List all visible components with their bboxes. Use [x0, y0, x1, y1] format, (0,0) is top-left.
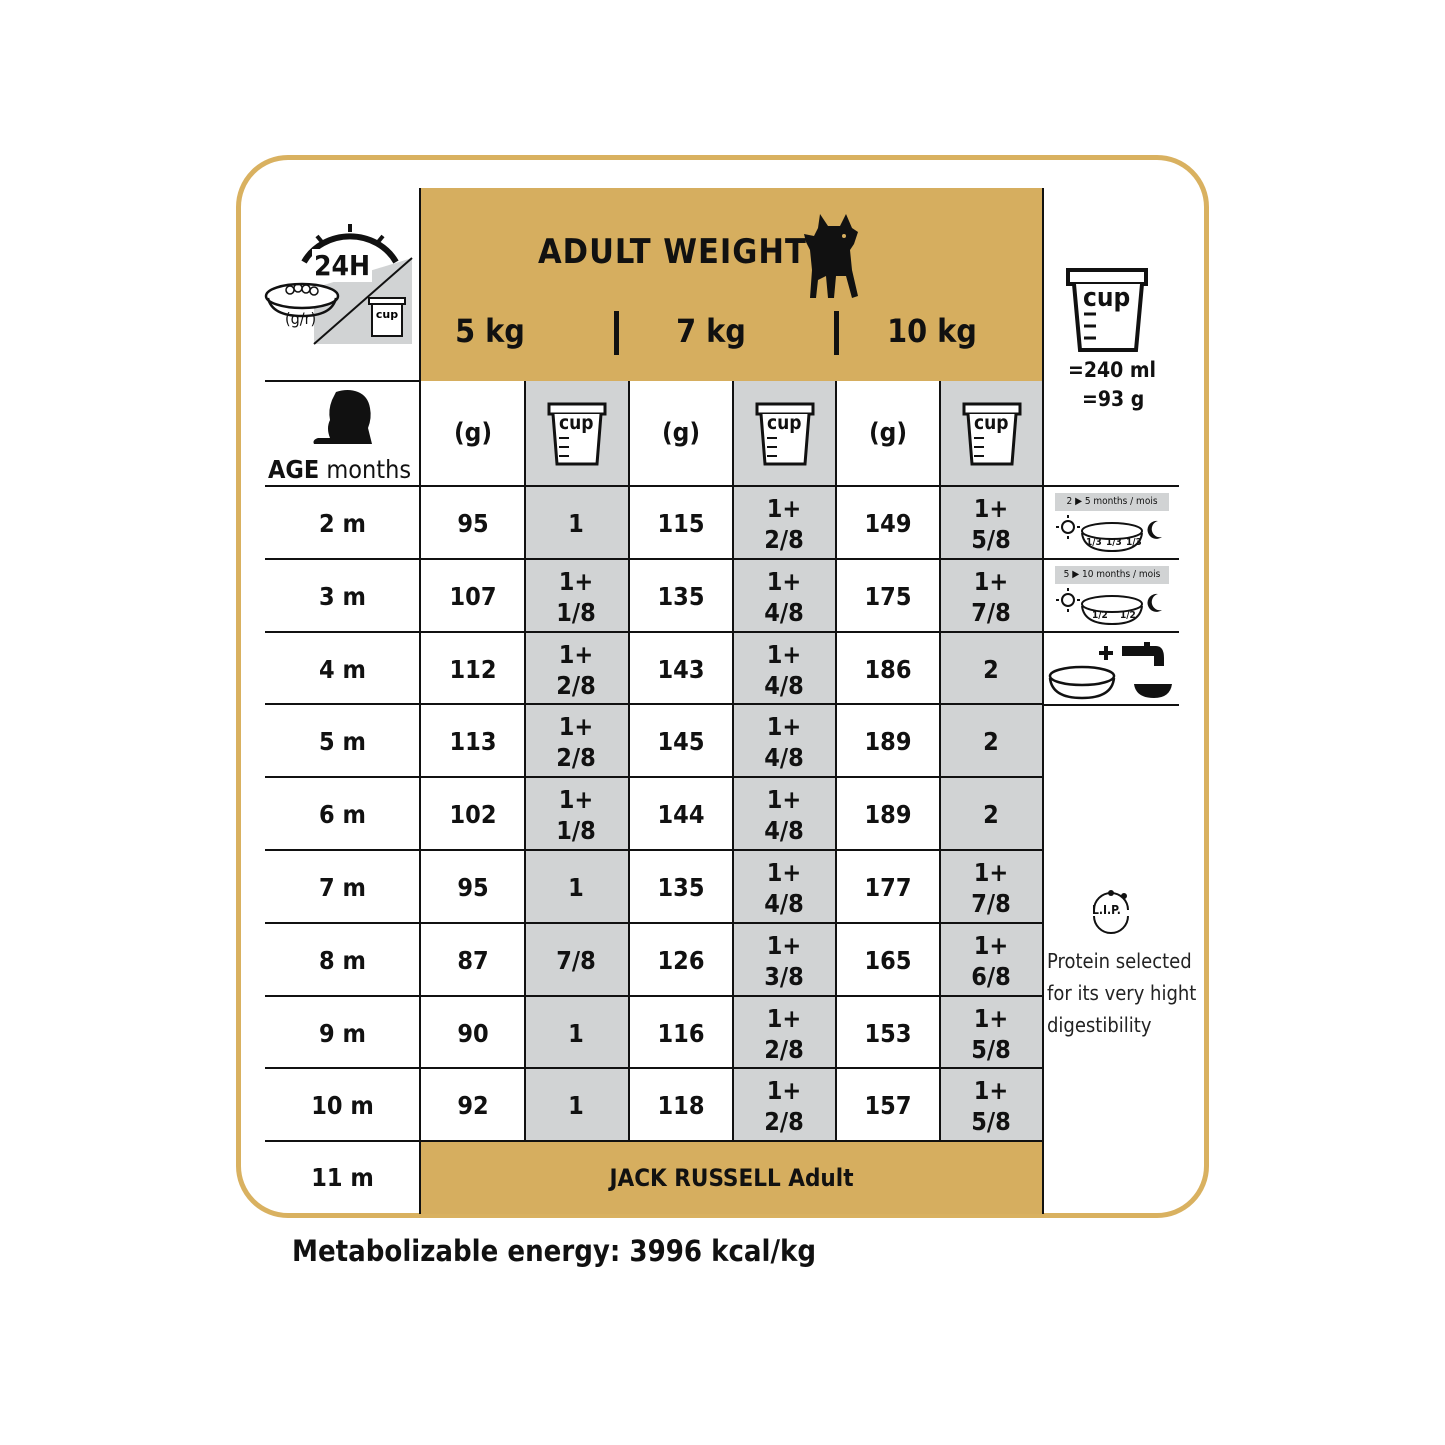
cup-icon-7kg: [755, 402, 815, 470]
grams-cell: 95: [457, 873, 489, 902]
cups-cell: 1+ 2/8: [556, 711, 596, 772]
grams-cell: 143: [657, 655, 705, 684]
age-header: [268, 455, 411, 484]
cups-cell: 1+ 2/8: [556, 639, 596, 700]
cups-cell: 2: [983, 800, 999, 829]
grams-cell: 107: [449, 582, 497, 611]
grid-line: [939, 381, 941, 1141]
grid-line: [1043, 558, 1179, 560]
portion-2: 1/2: [1120, 610, 1136, 621]
feeding-schedule-2: [1052, 564, 1174, 630]
grams-unit-10kg: (g): [868, 418, 908, 448]
cups-cell: 1+ 4/8: [764, 639, 804, 700]
grams-cell: 102: [449, 800, 497, 829]
grams-cell: 115: [657, 509, 705, 538]
age-header-rest: months: [319, 455, 412, 484]
grid-line: [265, 1140, 1043, 1142]
weight-separator: [614, 311, 619, 355]
daily-ration-icon: [262, 218, 422, 348]
water-bowl-icon: [1046, 636, 1174, 702]
cups-cell: 1+ 1/8: [556, 784, 596, 845]
cups-cell: 2: [983, 655, 999, 684]
grams-cell: 112: [449, 655, 497, 684]
cups-cell: 1+ 5/8: [971, 1003, 1011, 1064]
grid-line: [265, 485, 1043, 487]
grid-line: [265, 1067, 1043, 1069]
meal-split-halves-icon: [1052, 564, 1174, 630]
product-name: JACK RUSSELL Adult: [609, 1164, 854, 1192]
cups-cell: 1+ 2/8: [764, 1075, 804, 1136]
weight-10kg: 10 kg: [887, 312, 977, 350]
grid-line: [1042, 188, 1044, 1214]
grams-cell: 165: [864, 946, 912, 975]
weight-7kg: 7 kg: [676, 312, 746, 350]
grid-line: [265, 558, 1043, 560]
grid-line: [1043, 631, 1179, 633]
age-cell: 9 m: [319, 1019, 366, 1048]
grams-cell: 87: [457, 946, 489, 975]
cup-info-label: cup: [1083, 283, 1131, 313]
grams-cell: 116: [657, 1019, 705, 1048]
grid-line: [265, 380, 421, 382]
cup-weight: =93 g: [1082, 387, 1145, 411]
age-cell: 6 m: [319, 800, 366, 829]
lip-label: L.I.P.: [1092, 903, 1121, 917]
grid-line: [265, 849, 1043, 851]
age-cell: 7 m: [319, 873, 366, 902]
grid-line: [628, 381, 630, 1141]
cup-icon-label: cup: [974, 412, 1009, 434]
grams-cell: 135: [657, 873, 705, 902]
grams-cell: 175: [864, 582, 912, 611]
grams-cell: 145: [657, 727, 705, 756]
cup-icon-10kg: [962, 402, 1022, 470]
grid-line: [265, 703, 1043, 705]
grams-cell: 144: [657, 800, 705, 829]
cups-cell: 1+ 5/8: [971, 493, 1011, 554]
feeding-schedule-1-label: 2 ▶ 5 months / mois: [1055, 493, 1169, 511]
cup-icon-label: cup: [767, 412, 802, 434]
grams-cell: 189: [864, 727, 912, 756]
grid-line: [265, 631, 1043, 633]
grams-cell: 149: [864, 509, 912, 538]
weight-5kg: 5 kg: [455, 312, 525, 350]
feeding-schedule-2-label: 5 ▶ 10 months / mois: [1055, 566, 1169, 584]
metabolizable-energy: Metabolizable energy: 3996 kcal/kg: [292, 1234, 817, 1268]
grid-line: [265, 922, 1043, 924]
grid-line: [265, 776, 1043, 778]
cups-cell: 1+ 2/8: [764, 1003, 804, 1064]
cups-cell: 7/8: [556, 946, 596, 975]
portion-1: 1/3: [1086, 537, 1102, 548]
cups-cell: 1: [568, 1091, 584, 1120]
grams-cell: 95: [457, 509, 489, 538]
age-cell: 10 m: [311, 1091, 374, 1120]
protein-note-line: Protein selected: [1047, 949, 1192, 973]
grams-unit-7kg: (g): [661, 418, 701, 448]
age-cell: 3 m: [319, 582, 366, 611]
grams-cell: 177: [864, 873, 912, 902]
puppy-icon: [308, 388, 378, 446]
protein-note-line: digestibility: [1047, 1013, 1152, 1037]
bowl-label: (g/r): [285, 309, 317, 328]
grams-cell: 118: [657, 1091, 705, 1120]
cups-cell: 1+ 4/8: [764, 857, 804, 918]
cup-icon-5kg: [547, 402, 607, 470]
cups-cell: 1+ 1/8: [556, 566, 596, 627]
cups-cell: 2: [983, 727, 999, 756]
cups-cell: 1+ 4/8: [764, 566, 804, 627]
adult-weight-header: [420, 188, 1043, 381]
grid-line: [835, 381, 837, 1141]
age-cell: 5 m: [319, 727, 366, 756]
cups-cell: 1: [568, 509, 584, 538]
adult-weight-title: ADULT WEIGHT: [538, 232, 807, 272]
grams-cell: 153: [864, 1019, 912, 1048]
adult-dog-icon: [800, 210, 866, 302]
age-cell: 2 m: [319, 509, 366, 538]
grid-line: [732, 381, 734, 1141]
age-cell: 4 m: [319, 655, 366, 684]
feeding-schedule-1: [1052, 491, 1174, 557]
protein-note-line: for its very hight: [1047, 981, 1197, 1005]
grams-cell: 92: [457, 1091, 489, 1120]
cups-cell: 1+ 7/8: [971, 566, 1011, 627]
cups-cell: 1: [568, 1019, 584, 1048]
age-11m: 11 m: [311, 1163, 374, 1192]
cups-cell: 1+ 4/8: [764, 784, 804, 845]
grams-unit-5kg: (g): [453, 418, 493, 448]
cups-cell: 1+ 2/8: [764, 493, 804, 554]
cups-cell: 1+ 3/8: [764, 930, 804, 991]
grid-line: [1043, 704, 1179, 706]
cups-cell: 1: [568, 873, 584, 902]
grams-cell: 135: [657, 582, 705, 611]
portion-1: 1/2: [1092, 610, 1108, 621]
grams-cell: 126: [657, 946, 705, 975]
clock-label: 24H: [314, 249, 371, 282]
age-cell: 8 m: [319, 946, 366, 975]
grid-line: [1043, 485, 1179, 487]
cups-cell: 1+ 7/8: [971, 857, 1011, 918]
protein-note: [1047, 945, 1197, 1041]
grams-cell: 157: [864, 1091, 912, 1120]
cups-cell: 1+ 6/8: [971, 930, 1011, 991]
grams-cell: 90: [457, 1019, 489, 1048]
grid-line: [524, 381, 526, 1141]
cups-cell: 1+ 5/8: [971, 1075, 1011, 1136]
age-header-bold: AGE: [268, 455, 320, 484]
weight-separator: [834, 311, 839, 355]
grams-cell: 186: [864, 655, 912, 684]
cup-volume: =240 ml: [1068, 358, 1156, 382]
grams-cell: 189: [864, 800, 912, 829]
portion-2: 1/3: [1106, 537, 1122, 548]
cup-icon-label: cup: [559, 412, 594, 434]
portion-3: 1/3: [1126, 537, 1142, 548]
svg-text:cup: cup: [375, 308, 399, 321]
grid-line: [265, 995, 1043, 997]
grid-line: [419, 188, 421, 1214]
cups-cell: 1+ 4/8: [764, 711, 804, 772]
grams-cell: 113: [449, 727, 497, 756]
